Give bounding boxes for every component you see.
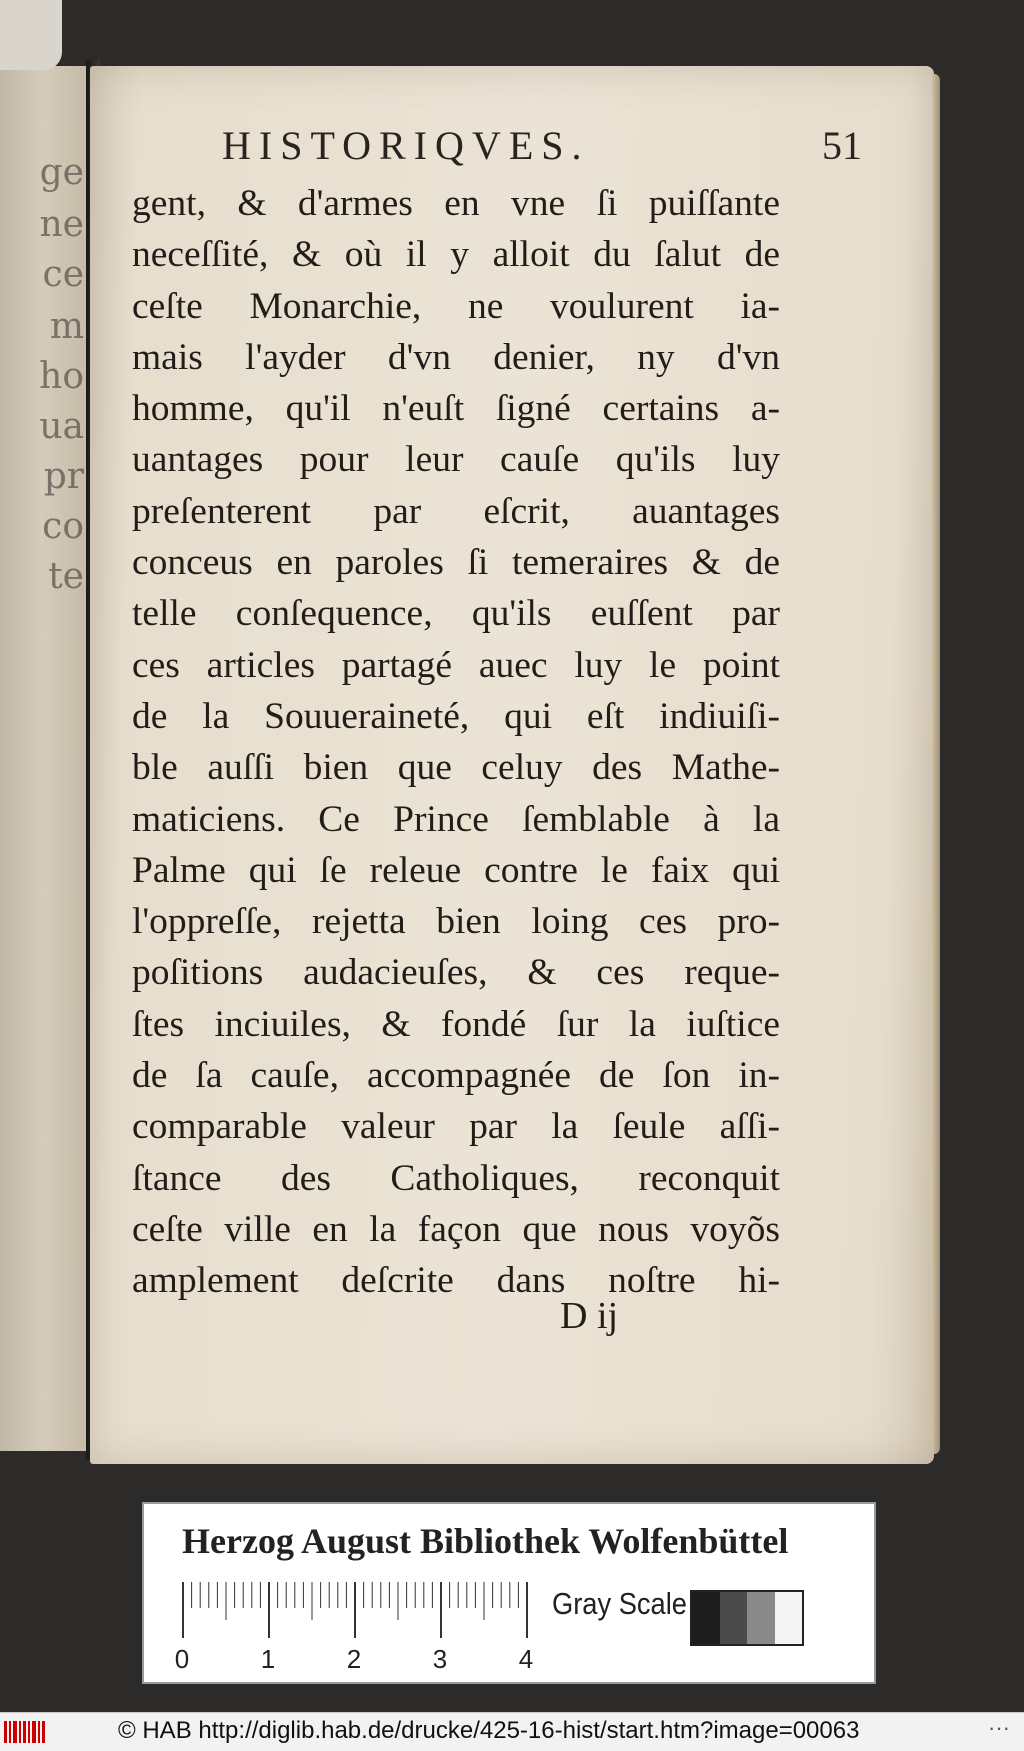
text-line: ſtance des Catholiques, reconquit bbox=[132, 1157, 780, 1199]
ruler-label: 3 bbox=[432, 1644, 448, 1674]
more-icon[interactable]: ··· bbox=[988, 1715, 1010, 1740]
ruler-ticks bbox=[182, 1582, 542, 1642]
left-page-bleed-text: ua bbox=[39, 406, 84, 447]
text-line: poſitions audacieuſes, & ces reque- bbox=[132, 952, 780, 994]
text-line: ble auſſi bien que celuy des Mathe- bbox=[132, 747, 780, 789]
barcode-icon bbox=[4, 1719, 48, 1745]
gray-scale-label: Gray Scale bbox=[552, 1586, 687, 1621]
left-page-bleed-text: te bbox=[48, 556, 84, 597]
color-scale-card bbox=[142, 1502, 876, 1684]
library-title: Herzog August Bibliothek Wolfenbüttel bbox=[182, 1521, 789, 1561]
text-line: neceſſité, & où il y alloit du ſalut de bbox=[132, 234, 780, 276]
text-line: ceſte ville en la façon que nous voyõs bbox=[132, 1208, 780, 1250]
text-line: telle conſequence, qu'ils euſſent par bbox=[132, 593, 780, 635]
copyright-url-text: © HAB http://diglib.hab.de/drucke/425-16-hist/start.htm?image=00063 bbox=[118, 1717, 860, 1744]
left-page-bleed-text: co bbox=[42, 506, 84, 547]
page-number: 51 bbox=[822, 123, 862, 168]
left-page-bleed-text: pr bbox=[43, 456, 84, 497]
text-line: de ſa cauſe, accompagnée de ſon in- bbox=[132, 1055, 780, 1097]
text-line: gent, & d'armes en vne ſi puiſſante bbox=[132, 183, 780, 224]
text-line: ces articles partagé auec luy le point bbox=[132, 644, 780, 686]
ruler-label: 1 bbox=[260, 1644, 276, 1674]
gray-scale-strip bbox=[690, 1590, 804, 1646]
text-line: comparable valeur par la ſeule aſſi- bbox=[132, 1106, 780, 1148]
left-page-bleed-text: ge bbox=[39, 152, 84, 193]
ruler bbox=[174, 1582, 542, 1676]
book-page bbox=[90, 66, 934, 1464]
text-line: conceus en paroles ſi temeraires & de bbox=[132, 542, 780, 584]
text-line: uantages pour leur cauſe qu'ils luy bbox=[132, 439, 780, 481]
text-line: homme, qu'il n'euſt ſigné certains a- bbox=[132, 388, 780, 430]
text-line: mais l'ayder d'vn denier, ny d'vn bbox=[132, 336, 780, 378]
text-line: de la Souueraineté, qui eſt indiuiſi- bbox=[132, 695, 780, 737]
gray-patch bbox=[692, 1592, 720, 1644]
left-page-bleed-text: ho bbox=[39, 356, 84, 397]
left-page-bleed-text: m bbox=[49, 306, 84, 347]
page-fore-edge bbox=[932, 74, 940, 1454]
ruler-label: 4 bbox=[518, 1644, 534, 1674]
running-head bbox=[222, 122, 862, 172]
ruler-label: 2 bbox=[346, 1644, 362, 1674]
text-line: maticiens. Ce Prince ſemblable à la bbox=[132, 798, 780, 840]
ruler-label: 0 bbox=[174, 1644, 190, 1674]
gray-patch bbox=[720, 1592, 748, 1644]
text-line: ſtes inciuiles, & fondé ſur la iuſtice bbox=[132, 1003, 780, 1045]
gray-patch bbox=[775, 1592, 803, 1644]
left-page-bleed-text: ne bbox=[39, 204, 84, 245]
text-line: preſenterent par eſcrit, auantages bbox=[132, 490, 780, 532]
left-page-bleed-text: ce bbox=[42, 254, 84, 295]
page-tab-corner bbox=[0, 0, 62, 70]
running-title: HISTORIQVES. bbox=[222, 123, 590, 168]
text-line: amplement deſcrite dans noſtre hi- bbox=[132, 1260, 780, 1302]
text-line: Palme qui ſe releue contre le faix qui bbox=[132, 849, 780, 891]
gray-patch bbox=[747, 1592, 775, 1644]
text-line: l'oppreſſe, rejetta bien loing ces pro- bbox=[132, 901, 780, 943]
text-line: ceſte Monarchie, ne voulurent ia- bbox=[132, 285, 780, 327]
status-bar bbox=[0, 1712, 1024, 1751]
signature-mark: D ij bbox=[560, 1295, 619, 1337]
left-page-edge bbox=[0, 66, 92, 1451]
body-text bbox=[132, 178, 780, 1307]
